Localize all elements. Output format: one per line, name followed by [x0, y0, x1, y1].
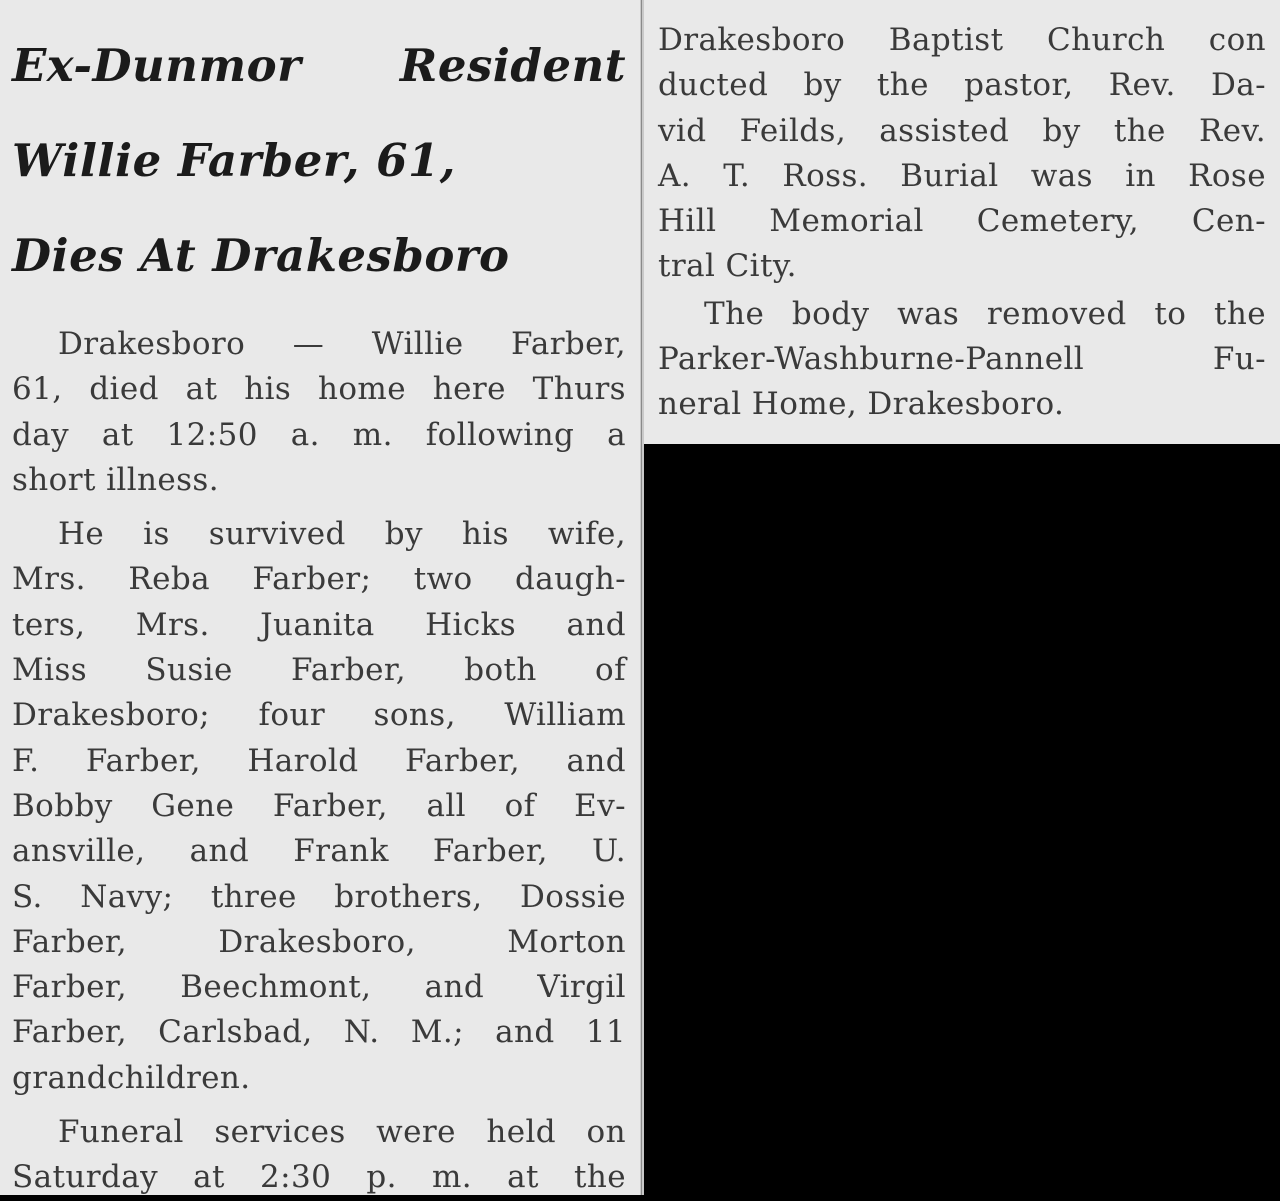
text-line: Drakesboro; four sons, William — [12, 697, 626, 734]
text-line: Farber, Carlsbad, N. M.; and 11 — [12, 1014, 626, 1051]
text-line: He is survived by his wife, — [58, 516, 626, 553]
paragraph-4 — [658, 18, 1266, 290]
text-line: Bobby Gene Farber, all of Ev- — [12, 787, 626, 824]
text-line: 61, died at his home here Thurs — [12, 371, 626, 408]
text-line: Farber, Drakesboro, Morton — [12, 923, 626, 960]
column-rule-line — [641, 0, 642, 1195]
paragraph-1 — [12, 322, 626, 503]
text-line: vid Feilds, assisted by the Rev. — [658, 112, 1266, 149]
text-line: S. Navy; three brothers, Dossie — [12, 878, 626, 915]
text-line: F. Farber, Harold Farber, and — [12, 742, 626, 779]
text-line: ducted by the pastor, Rev. Da- — [658, 67, 1266, 104]
text-line: ters, Mrs. Juanita Hicks and — [12, 606, 626, 643]
text-line: Parker-Washburne-Pannell Fu- — [658, 341, 1266, 378]
text-line: Saturday at 2:30 p. m. at the — [12, 1159, 626, 1196]
text-line: Drakesboro — Willie Farber, — [58, 326, 626, 362]
text-line: The body was removed to the — [704, 295, 1266, 332]
text-line: grandchildren. — [12, 1059, 251, 1096]
text-line: Drakesboro Baptist Church con — [658, 22, 1266, 58]
text-line: day at 12:50 a. m. following a — [12, 416, 626, 453]
headline-line-3: Dies At Drakesboro — [12, 229, 510, 282]
text-line: Hill Memorial Cemetery, Cen- — [658, 203, 1266, 240]
text-line: Miss Susie Farber, both of — [12, 652, 626, 689]
paragraph-3 — [12, 1110, 626, 1201]
text-line: A. T. Ross. Burial was in Rose — [658, 157, 1266, 194]
left-column — [0, 0, 640, 1195]
right-column — [644, 0, 1280, 444]
text-line: short illness. — [12, 461, 219, 498]
paragraph-2 — [12, 512, 626, 1101]
text-line: neral Home, Drakesboro. — [658, 386, 1065, 423]
text-line: Mrs. Reba Farber; two daugh- — [12, 561, 626, 598]
headline — [12, 18, 626, 303]
text-line: ansville, and Frank Farber, U. — [12, 833, 626, 870]
headline-line-2: Willie Farber, 61, — [12, 134, 456, 187]
text-line: Farber, Beechmont, and Virgil — [12, 969, 626, 1006]
headline-line-1: Ex-Dunmor Resident — [12, 39, 626, 92]
text-line: Funeral services were held on — [58, 1114, 626, 1151]
text-line: tral City. — [658, 248, 797, 285]
paragraph-5 — [658, 292, 1266, 428]
